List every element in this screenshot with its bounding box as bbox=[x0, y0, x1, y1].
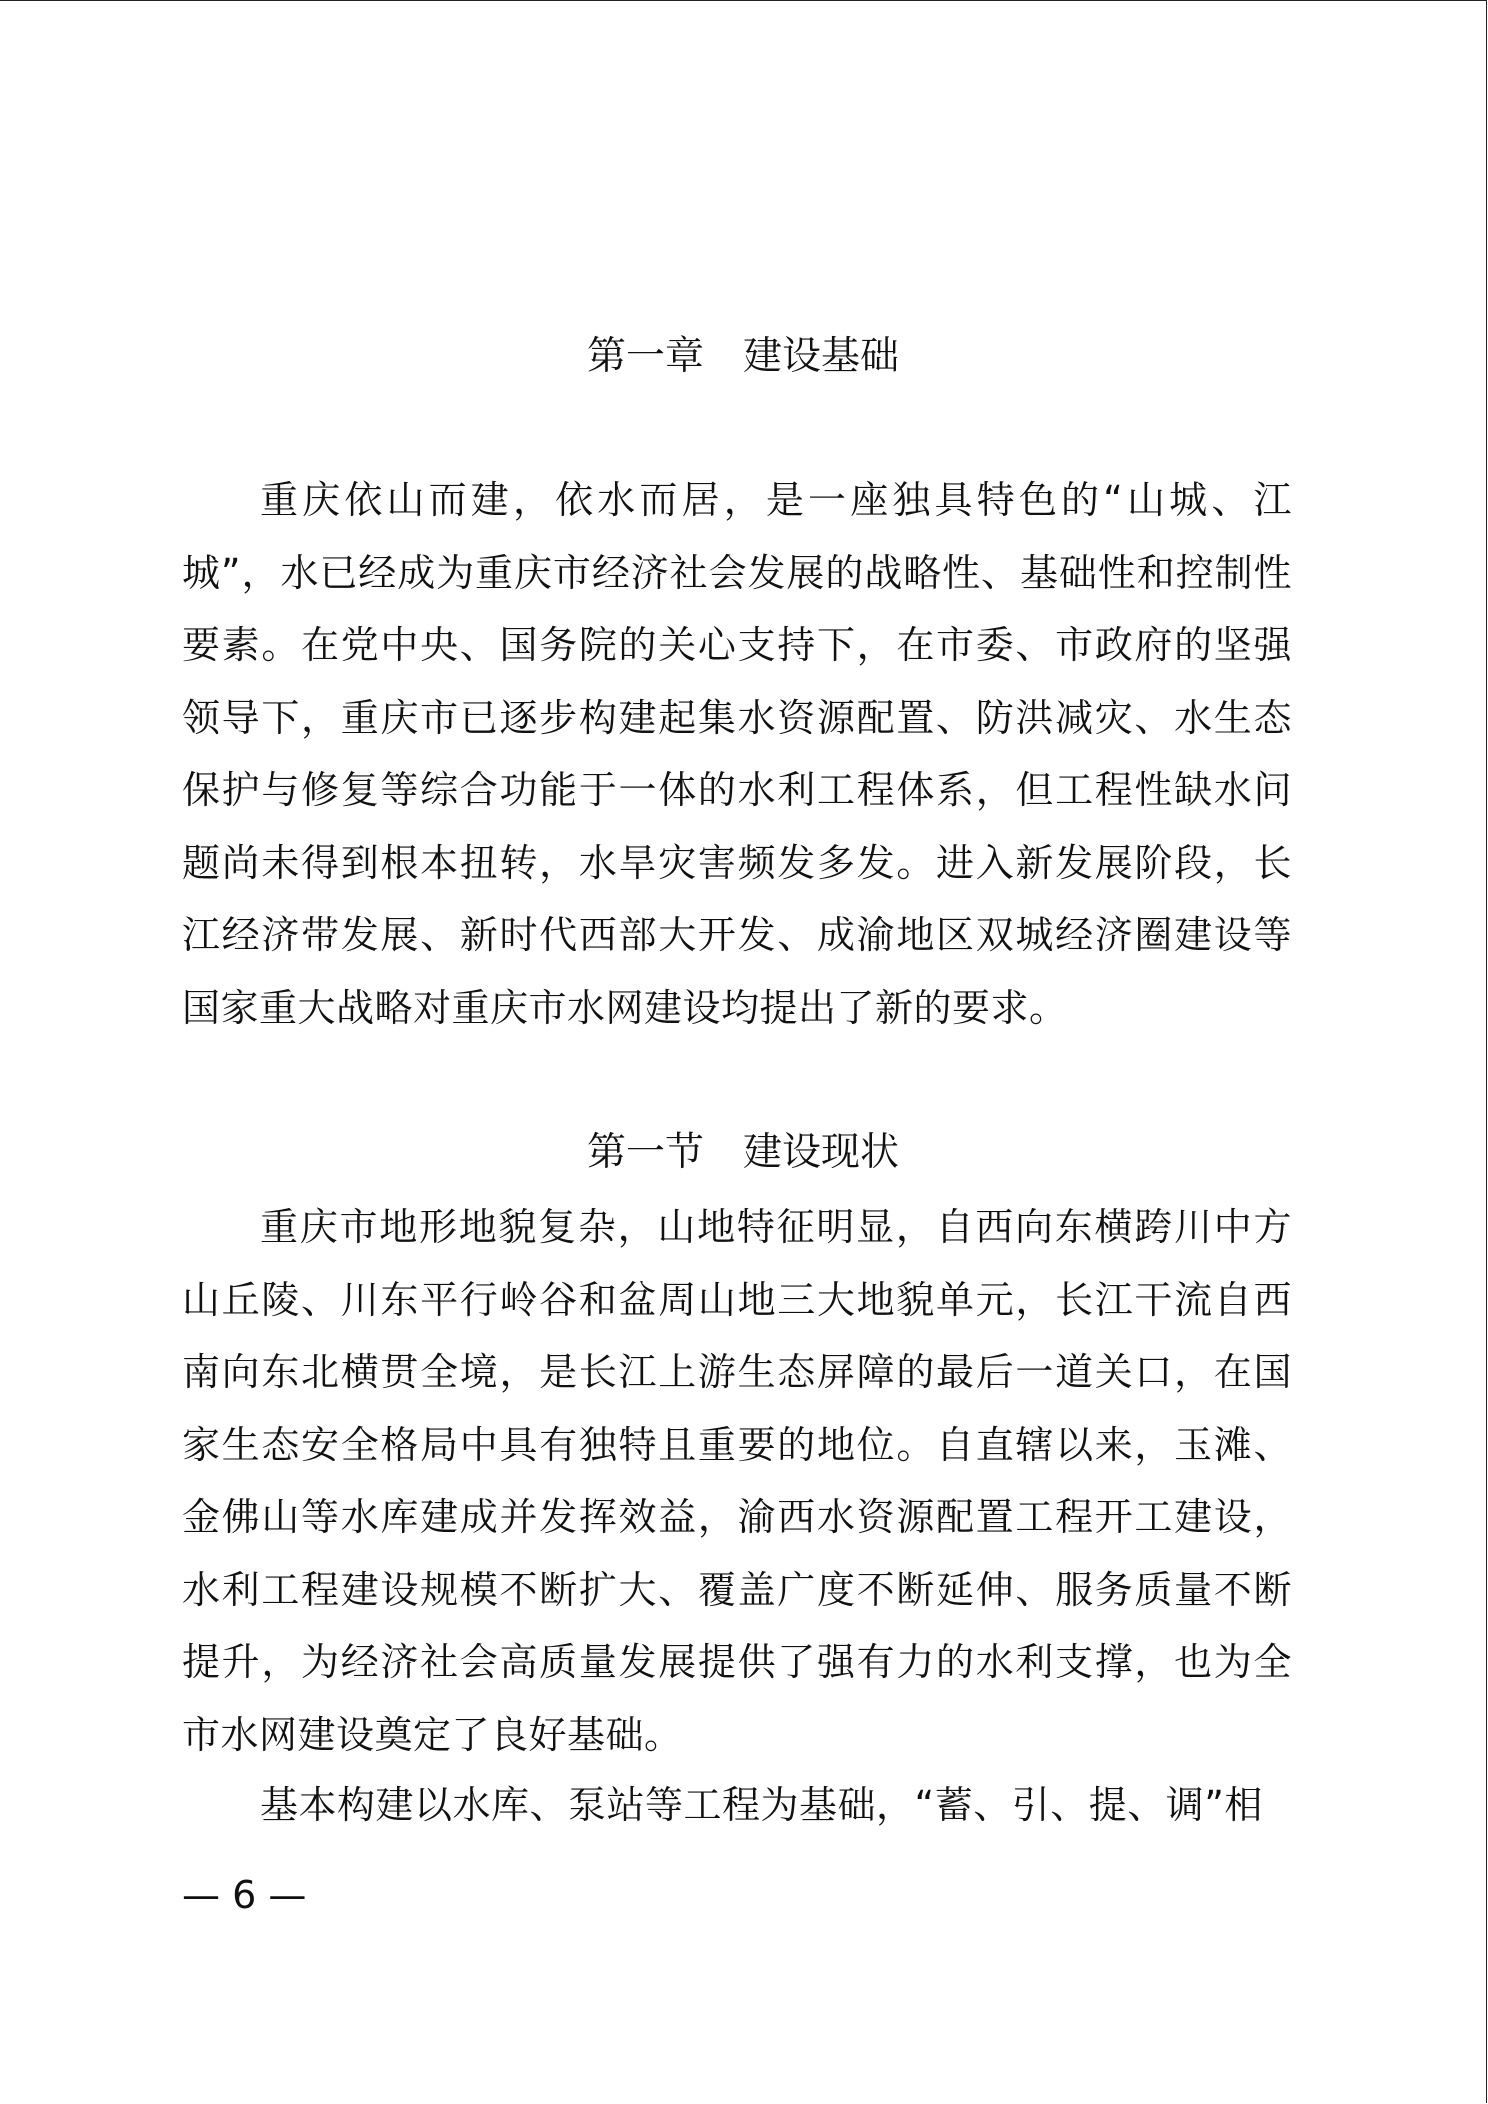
chapter-title: 第一章 建设基础 bbox=[586, 334, 899, 379]
page-number: — 6 — bbox=[182, 1873, 307, 1917]
section-title: 第一节 建设现状 bbox=[586, 1130, 899, 1175]
chapter-intro-paragraph: 重庆依山而建，依水而居，是一座独具特色的“山城、江城”，水已经成为重庆市经济社会发展的战略性、基础性和控制性要素。在党中央、国务院的关心支持下，在市委、市政府的坚强领导下，重庆市已逐步构建起集水资源配置、防洪减灾、水生态保护与修复等综合功能于一体的水利工程体系，但工程性缺水问题尚未得到根本扭转，水旱灾害频发多发。进入新发展阶段，长江经济带发展、新时代西部大开发、成渝地区双城经济圈建设等国家重大战略对重庆市水网建设均提出了新的要求。 bbox=[182, 478, 1292, 1030]
section-paragraph-2: 基本构建以水库、泵站等工程为基础，“蓄、引、提、调”相 bbox=[260, 1783, 1263, 1827]
section-paragraph-1: 重庆市地形地貌复杂，山地特征明显，自西向东横跨川中方山丘陵、川东平行岭谷和盆周山地三大地貌单元，长江干流自西南向东北横贯全境，是长江上游生态屏障的最后一道关口，在国家生态安全格局中具有独特且重要的地位。自直辖以来，玉滩、金佛山等水库建成并发挥效益，渝西水资源配置工程开工建设，水利工程建设规模不断扩大、覆盖广度不断延伸、服务质量不断提升，为经济社会高质量发展提供了强有力的水利支撑，也为全市水网建设奠定了良好基础。 bbox=[182, 1205, 1292, 1757]
